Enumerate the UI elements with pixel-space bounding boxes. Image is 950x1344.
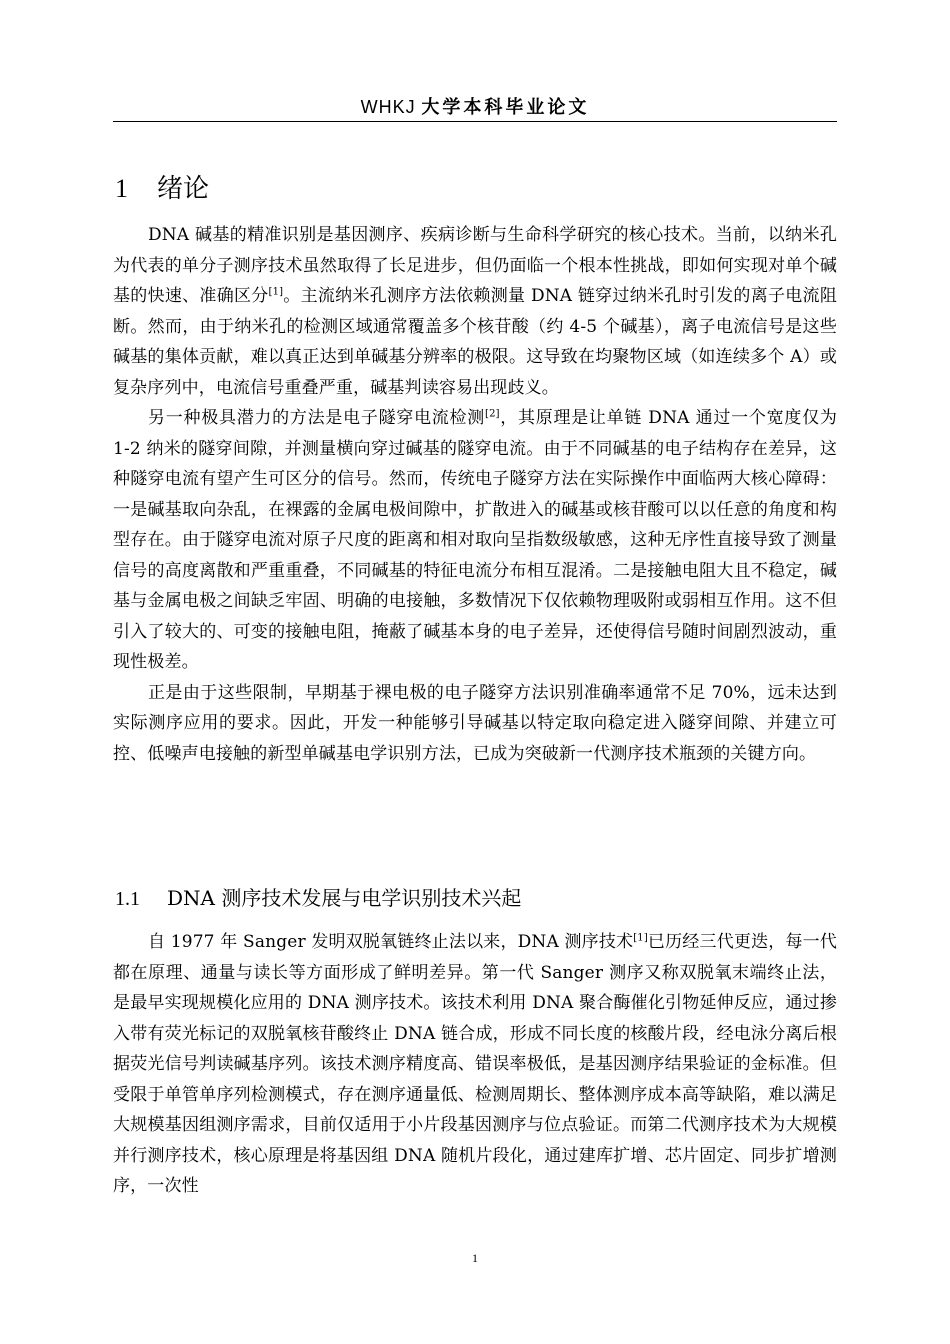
citation: [2] xyxy=(485,408,500,420)
chapter-title: 绪论 xyxy=(157,174,210,204)
paragraph-text: ，其原理是让单链 DNA 通过一个宽度仅为 1-2 纳米的隧穿间隙，并测量横向穿过碱基的隧穿电流。由于不同碱基的电子结构存在差异，这种隧穿电流有望产生可区分的信号。然而，传统电子隧穿方法在实际操作中面临两大核心障碍：一是碱基取向杂乱，在裸露的金属电极间隙中，扩散进入的碱基或核苷酸可以以任意的角度和构型存在。由于隧穿电流对原子尺度的距离和相对取向呈指数级敏感，这种无序性直接导致了测量信号的高度离散和严重重叠，不同碱基的特征电流分布相互混淆。二是接触电阻大且不稳定，碱基与金属电极之间缺乏牢固、明确的电接触，多数情况下仅依赖物理吸附或弱相互作用。这不但引入了较大的、可变的接触电阻，掩蔽了碱基本身的电子差异，还使得信号随时间剧烈波动，重现性极差。 xyxy=(113,408,837,672)
paragraph-text: 另一种极具潜力的方法是电子隧穿电流检测 xyxy=(148,408,486,428)
intro-body xyxy=(113,220,837,769)
chapter-number: 1 xyxy=(115,174,128,203)
header-rule xyxy=(113,121,837,122)
running-header xyxy=(113,95,837,120)
paragraph-text: 正是由于这些限制，早期基于裸电极的电子隧穿方法识别准确率通常不足 70%，远未达到实际测序应用的要求。因此，开发一种能够引导碱基以特定取向稳定进入隧穿间隙、并建立可控、低噪声电接触的新型单碱基电学识别方法，已成为突破新一代测序技术瓶颈的关键方向。 xyxy=(113,682,837,764)
section-heading xyxy=(115,884,521,913)
header-title: 大学本科毕业论文 xyxy=(421,97,590,118)
paragraph-text: 已历经三代更迭，每一代都在原理、通量与读长等方面形成了鲜明差异。第一代 Sanger 测序又称双脱氧末端终止法，是最早实现规模化应用的 DNA 测序技术。该技术利用 DNA 聚合酶催化引物延伸反应，通过掺入带有荧光标记的双脱氧核苷酸终止 DNA 链合成，形成不同长度的核酸片段，经电泳分离后根据荧光信号判读碱基序列。该技术测序精度高、错误率极低，是基因测序结果验证的金标准。但受限于单管单序列检测模式，存在测序通量低、检测周期长、整体测序成本高等缺陷，难以满足大规模基因组测序需求，目前仅适用于小片段基因测序与位点验证。而第二代测序技术为大规模并行测序技术，核心原理是将基因组 DNA 随机片段化，通过建库扩增、芯片固定、同步扩增测序，一次性 xyxy=(113,932,837,1196)
section-title: DNA 测序技术发展与电学识别技术兴起 xyxy=(167,886,522,910)
paragraph-text: DNA 碱基的精准识别是基因测序、疾病诊断与生命科学研究的核心技术。当前，以纳米孔为代表的单分子测序技术虽然取得了长足进步，但仍面临一个根本性挑战，即如何实现对单个碱基的快速、准确区分 xyxy=(113,225,837,306)
citation: [1] xyxy=(633,932,648,944)
section-number: 1.1 xyxy=(115,888,140,910)
paragraph xyxy=(113,403,837,678)
chapter-heading xyxy=(115,172,209,206)
citation: [1] xyxy=(268,286,284,298)
paragraph-text: 自 1977 年 Sanger 发明双脱氧链终止法以来，DNA 测序技术 xyxy=(148,932,634,952)
page-number: 1 xyxy=(472,1251,478,1265)
paragraph xyxy=(113,678,837,770)
paragraph xyxy=(113,927,837,1202)
section-body xyxy=(113,927,837,1202)
paragraph-text: 。主流纳米孔测序方法依赖测量 DNA 链穿过纳米孔时引发的离子电流阻断。然而，由于纳米孔的检测区域通常覆盖多个核苷酸（约 4-5 个碱基），离子电流信号是这些碱基的集体贡献，难以真正达到单碱基分辨率的极限。这导致在均聚物区域（如连续多个 A）或复杂序列中，电流信号重叠严重，碱基判读容易出现歧义。 xyxy=(113,286,837,398)
header-latin: WHKJ xyxy=(360,97,416,117)
paragraph xyxy=(113,220,837,403)
